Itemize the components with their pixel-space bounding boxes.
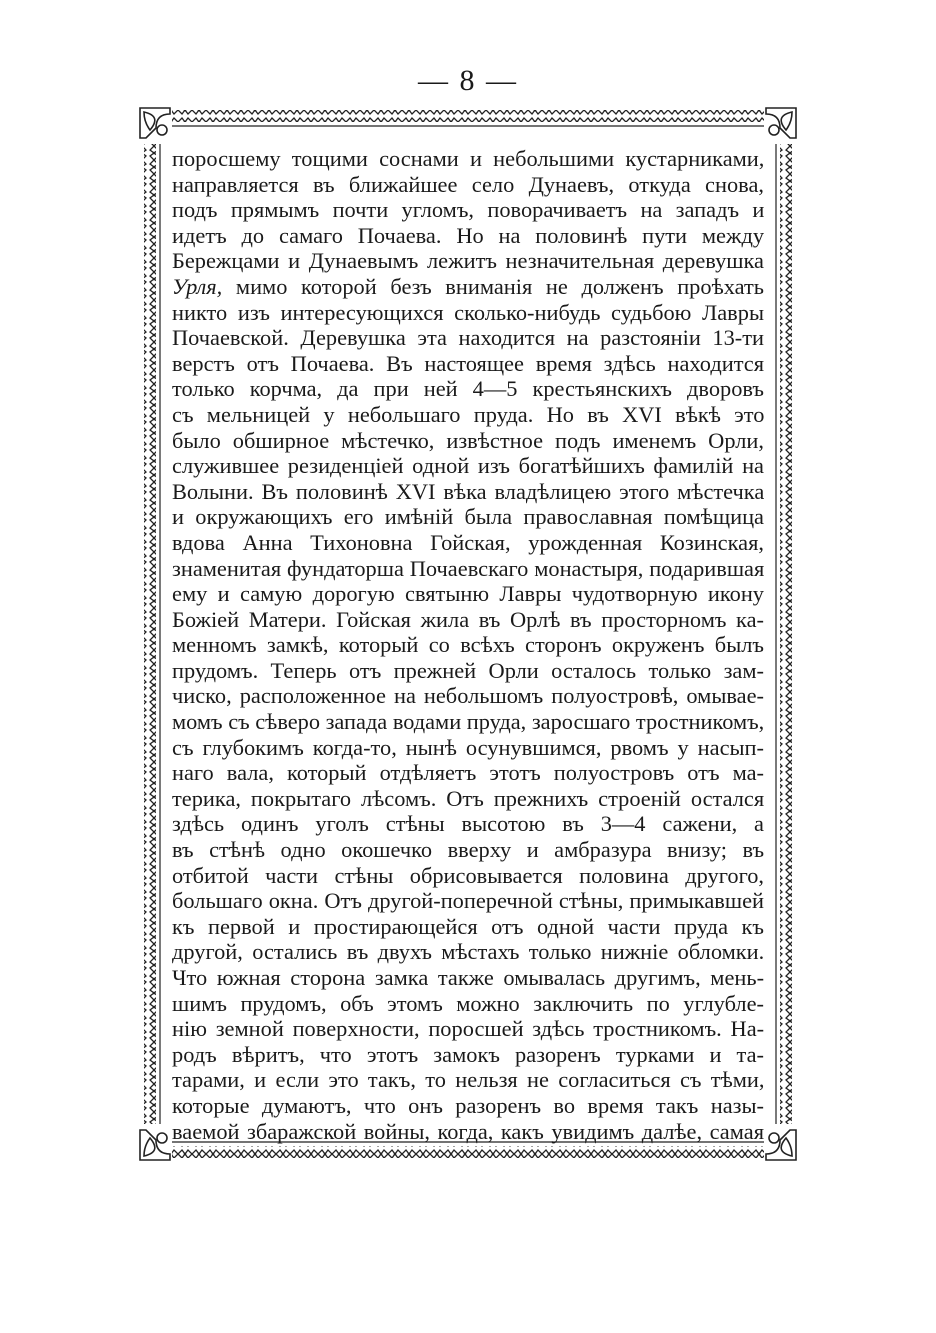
text-line: знаменитая фундаторша Почаевскаго монастыря, подарившая <box>172 555 764 581</box>
text-line: подъ прямымъ почти угломъ, поворачиваетъ на западъ и <box>172 197 764 223</box>
text-line: съ мельницей у небольшаго пруда. Но въ XVI вѣкѣ это <box>172 401 764 427</box>
text-line: терика, покрытаго лѣсомъ. Отъ прежнихъ строеній остался <box>172 785 764 811</box>
text-line: родъ вѣритъ, что этотъ замокъ разоренъ турками и та- <box>172 1041 764 1067</box>
text-line: нію земной поверхности, поросшей здѣсь тростникомъ. На- <box>172 1016 764 1042</box>
text-line: Божіей Матери. Гойская жила въ Орлѣ въ просторномъ ка- <box>172 606 764 632</box>
text-line: тарами, и если это такъ, то нельзя не согласиться съ тѣми, <box>172 1067 764 1093</box>
page-number: — 8 — <box>418 64 518 97</box>
text-line: ему и самую дорогую святыню Лавры чудотворную икону <box>172 581 764 607</box>
text-line: большаго окна. Отъ другой-поперечной стѣны, примыкавшей <box>172 888 764 914</box>
text-line: поросшему тощими соснами и небольшими кустарниками, <box>172 146 764 171</box>
text-line: Почаевской. Деревушка эта находится на разстояніи 13-ти <box>172 325 764 351</box>
text-line: было обширное мѣстечко, извѣстное подъ именемъ Орли, <box>172 427 764 453</box>
text-line: направляется въ ближайшее село Дунаевъ, откуда снова, <box>172 171 764 197</box>
text-line: чиско, расположенное на небольшомъ полуостровѣ, омывае- <box>172 683 764 709</box>
text-line: вдова Анна Тихоновна Гойская, урожденная Козинская, <box>172 529 764 555</box>
text-line: никто изъ интересующихся сколько-нибудь судьбою Лавры <box>172 299 764 325</box>
text-line: шимъ прудомъ, объ этомъ можно заключить по углубле- <box>172 990 764 1016</box>
ornamental-frame <box>136 104 800 1164</box>
text-line: прудомъ. Теперь отъ прежней Орли осталось только зам- <box>172 657 764 683</box>
text-line: момъ съ сѣверо запада водами пруда, заросшаго тростникомъ, <box>172 709 764 735</box>
italic-place-name: Урля, <box>172 273 223 299</box>
text-line: которые думаютъ, что онъ разоренъ во время такъ назы- <box>172 1092 764 1118</box>
text-line: въ стѣнѣ одно окошечко вверху и амбразура внизу; въ <box>172 837 764 863</box>
text-line: менномъ замкѣ, который со всѣхъ сторонъ окруженъ былъ <box>172 632 764 658</box>
text-line: идетъ до самаго Почаева. Но на половинѣ пути между <box>172 222 764 248</box>
text-line: и окружающихъ его имѣній была православная помѣщица <box>172 504 764 530</box>
text-line: отбитой части стѣны обрисовывается половина другого, <box>172 862 764 888</box>
body-text <box>172 146 764 1144</box>
text-line: Бережцами и Дунаевымъ лежитъ незначительная деревушка <box>172 248 764 274</box>
text-line: верстъ отъ Почаева. Въ настоящее время здѣсь находится <box>172 350 764 376</box>
text-line: съ глубокимъ когда-то, нынѣ осунувшимся, рвомъ у насып- <box>172 734 764 760</box>
text-line: ваемой збаражской войны, когда, какъ увидимъ далѣе, самая <box>172 1118 764 1144</box>
text-line: Что южная сторона замка также омывалась другимъ, мень- <box>172 965 764 990</box>
text-line: только корчма, да при ней 4—5 крестьянскихъ дворовъ <box>172 376 764 402</box>
text-line-rest: мимо которой безъ вниманія не долженъ проѣхать <box>235 273 764 299</box>
text-line: другой, остались въ двухъ мѣстахъ только нижніе обломки. <box>172 939 764 965</box>
text-line: служившее резиденціей одной изъ богатѣйшихъ фамилій на <box>172 453 764 479</box>
text-line-with-italic <box>172 274 764 300</box>
text-line: къ первой и простирающейся отъ одной части пруда къ <box>172 913 764 939</box>
text-line: Волыни. Въ половинѣ XVI вѣка владѣлицею этого мѣстечка <box>172 478 764 504</box>
text-line: здѣсь одинъ уголъ стѣны высотою въ 3—4 сажени, а <box>172 811 764 837</box>
text-line: наго вала, который отдѣляетъ этотъ полуостровъ отъ ма- <box>172 760 764 786</box>
